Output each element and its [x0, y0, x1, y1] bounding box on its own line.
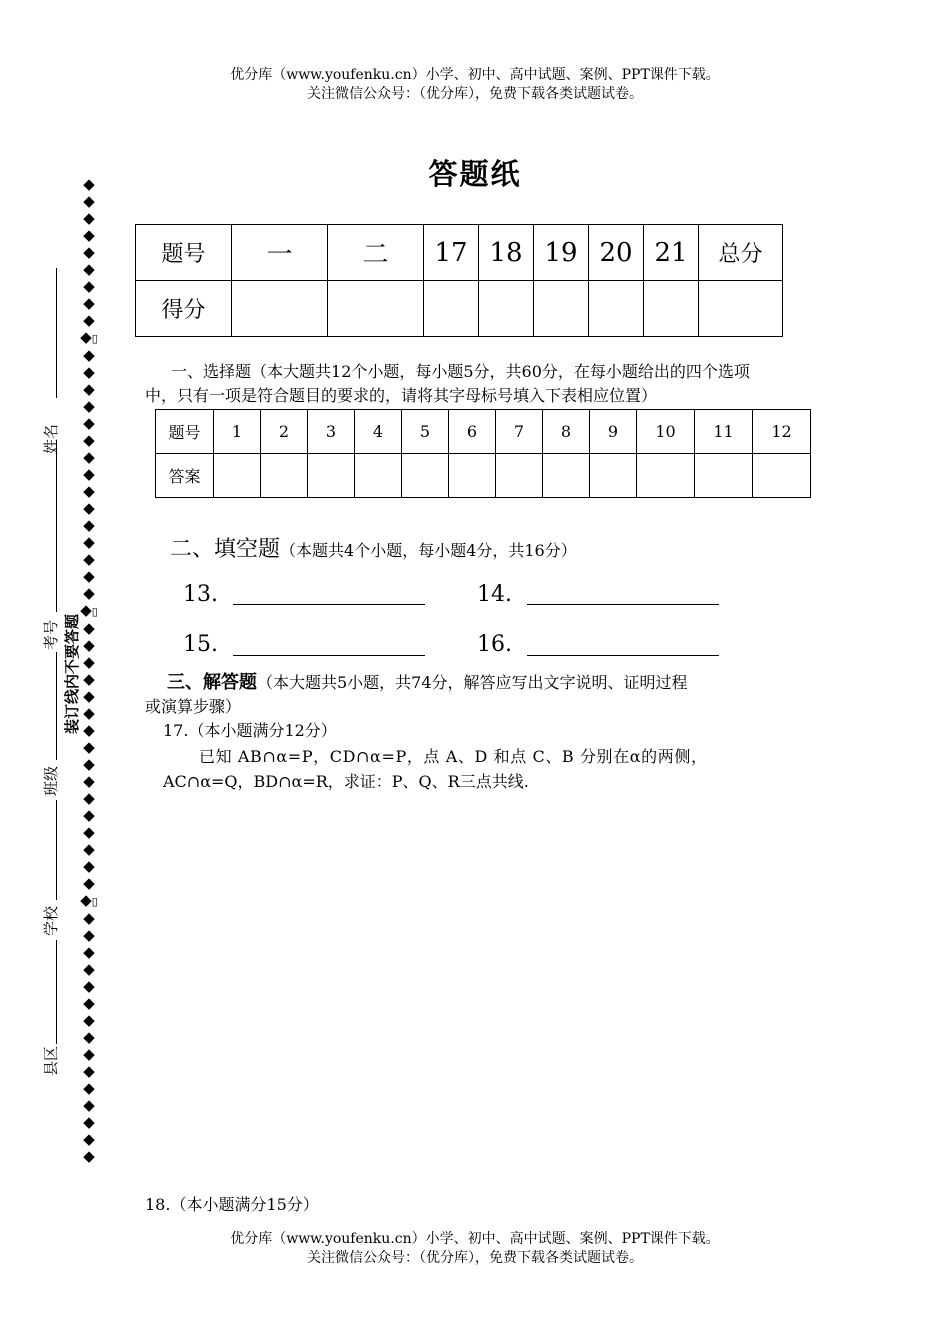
binding-diamond-icon: ◆ [83, 1130, 95, 1148]
answer-input-cell[interactable] [261, 454, 308, 498]
section2-title [170, 532, 577, 563]
score-cell-21: 21 [644, 225, 699, 281]
section3-desc-2: 或演算步骤） [145, 697, 242, 716]
binding-diamond-icon: ◆ [83, 926, 95, 944]
binding-diamond-icon: ◆ [83, 721, 95, 739]
binding-diamond-icon: ◆ [83, 1113, 95, 1131]
label-school: 学校 [42, 905, 60, 936]
answer-input-cell[interactable] [496, 454, 543, 498]
answer-number: 2 [261, 410, 308, 454]
score-input-cell[interactable] [424, 281, 479, 337]
label-class: 班级 [42, 765, 60, 796]
binding-diamond-icon: ◆ [83, 789, 95, 807]
binding-diamond-icon: ◆ [83, 636, 95, 654]
score-cell-19: 19 [534, 225, 589, 281]
answer-number: 3 [308, 410, 355, 454]
score-cell-label: 题号 [136, 225, 232, 281]
fill-blank-14[interactable] [527, 604, 719, 605]
answer-input-cell[interactable] [402, 454, 449, 498]
fill-blank-16[interactable] [527, 655, 719, 656]
binding-diamond-icon: ◆ [83, 738, 95, 756]
answer-number: 12 [753, 410, 811, 454]
section1-heading: 一、选择题 [171, 362, 252, 381]
answer-input-cell[interactable] [695, 454, 753, 498]
score-table-score-row [136, 281, 783, 337]
answer-input-cell[interactable] [753, 454, 811, 498]
binding-notice: 装订线内不要答题 [63, 613, 81, 734]
page-title: 答题纸 [428, 157, 522, 191]
answer-row-label: 答案 [156, 454, 214, 498]
binding-diamond-icon: ◆ [83, 311, 95, 329]
binding-diamond-icon: ◆ [83, 516, 95, 534]
binding-diamond-icon: ◆ [83, 823, 95, 841]
binding-box-icon: ▯ [91, 605, 98, 618]
answer-number: 5 [402, 410, 449, 454]
score-table-header-row [136, 225, 783, 281]
binding-diamond-icon: ◆ [83, 380, 95, 398]
score-cell-total: 总分 [699, 225, 783, 281]
binding-diamond-icon: ◆ [83, 1147, 95, 1165]
binding-diamond-icon: ◆ [83, 977, 95, 995]
answer-number: 10 [637, 410, 695, 454]
answer-input-cell[interactable] [214, 454, 261, 498]
answer-input-cell[interactable] [449, 454, 496, 498]
score-cell-two: 二 [328, 225, 424, 281]
binding-diamond-icon: ◆ [83, 1045, 95, 1063]
binding-diamond-icon: ◆ [83, 550, 95, 568]
binding-diamond-icon: ◆ [83, 175, 95, 193]
section1-desc-1: （本大题共12个小题，每小题5分，共60分，在每小题给出的四个选项 [251, 362, 750, 381]
binding-diamond-icon: ◆ [83, 448, 95, 466]
answer-table [155, 409, 811, 498]
footer-line-1: 优分库（www.youfenku.cn）小学、初中、高中试题、案例、PPT课件下载。 [230, 1231, 720, 1247]
label-county: 县区 [42, 1045, 60, 1076]
binding-diamond-icon: ◆ [83, 243, 95, 261]
section1-desc-2: 中，只有一项是符合题目的要求的，请将其字母标号填入下表相应位置） [145, 386, 658, 405]
binding-diamond-icon: ◆ [83, 226, 95, 244]
binding-diamond-icon: ◆ [83, 1062, 95, 1080]
q17-label: 17.（本小题满分12分） [163, 721, 337, 740]
binding-diamond-icon: ◆▯ [80, 891, 98, 909]
q17-text-2: AC∩α=Q，BD∩α=R，求证：P、Q、R三点共线. [163, 772, 529, 791]
score-input-cell[interactable] [699, 281, 783, 337]
answer-number: 4 [355, 410, 402, 454]
answer-header-label: 题号 [156, 410, 214, 454]
score-input-cell[interactable] [589, 281, 644, 337]
q18-label: 18.（本小题满分15分） [145, 1195, 319, 1214]
answer-number: 11 [695, 410, 753, 454]
fill-label-13: 13. [183, 582, 218, 607]
binding-diamond-icon: ◆ [83, 363, 95, 381]
binding-diamond-icon: ◆ [83, 806, 95, 824]
answer-number: 9 [590, 410, 637, 454]
q17-text-1: 已知 AB∩α=P，CD∩α=P，点 A、D 和点 C、B 分别在α的两侧， [199, 747, 708, 766]
binding-line [79, 176, 99, 1165]
fill-label-14: 14. [477, 582, 512, 607]
binding-diamond-icon: ◆ [83, 874, 95, 892]
binding-diamond-icon: ◆ [83, 772, 95, 790]
binding-diamond-icon: ◆ [83, 1011, 95, 1029]
score-input-cell[interactable] [328, 281, 424, 337]
fill-blank-13[interactable] [233, 604, 425, 605]
class-blank-line[interactable] [56, 652, 57, 760]
binding-diamond-icon: ◆ [83, 567, 95, 585]
section3-desc-1: （本大题共5小题，共74分，解答应写出文字说明、证明过程 [257, 673, 688, 692]
binding-diamond-icon: ◆ [83, 755, 95, 773]
header-line-2: 关注微信公众号：（优分库），免费下载各类试题试卷。 [307, 86, 643, 102]
binding-box-icon: ▯ [91, 332, 98, 345]
binding-diamond-icon: ◆ [83, 704, 95, 722]
binding-diamond-icon: ◆ [83, 619, 95, 637]
score-input-cell[interactable] [479, 281, 534, 337]
binding-diamond-icon: ◆ [83, 584, 95, 602]
binding-diamond-icon: ◆ [83, 465, 95, 483]
binding-diamond-icon: ◆ [83, 840, 95, 858]
county-blank-line[interactable] [56, 940, 57, 1044]
section1-instructions [145, 360, 825, 408]
header-line-1: 优分库（www.youfenku.cn）小学、初中、高中试题、案例、PPT课件下载。 [230, 67, 720, 83]
binding-diamond-icon: ◆ [83, 397, 95, 415]
binding-diamond-icon: ◆ [83, 857, 95, 875]
answer-input-cell[interactable] [637, 454, 695, 498]
answer-input-cell[interactable] [590, 454, 637, 498]
footer-line-2: 关注微信公众号：（优分库），免费下载各类试题试卷。 [307, 1250, 643, 1266]
school-blank-line[interactable] [56, 800, 57, 900]
binding-diamond-icon: ◆ [83, 533, 95, 551]
answer-number: 7 [496, 410, 543, 454]
section2-desc: （本题共4个小题，每小题4分，共16分） [280, 541, 577, 560]
name-blank-line[interactable] [56, 268, 57, 398]
binding-diamond-icon: ◆ [83, 209, 95, 227]
binding-diamond-icon: ◆ [83, 994, 95, 1012]
binding-box-icon: ▯ [91, 895, 98, 908]
section3-heading: 三、解答题 [167, 672, 257, 693]
score-input-cell[interactable] [232, 281, 328, 337]
binding-diamond-icon: ◆ [83, 943, 95, 961]
answer-number: 6 [449, 410, 496, 454]
section3-instructions [145, 671, 825, 719]
binding-diamond-icon: ◆ [83, 431, 95, 449]
binding-diamond-icon: ◆ [83, 653, 95, 671]
binding-diamond-icon: ◆ [83, 277, 95, 295]
answer-number: 8 [543, 410, 590, 454]
score-cell-one: 一 [232, 225, 328, 281]
score-cell-20: 20 [589, 225, 644, 281]
label-name: 姓名 [42, 423, 60, 454]
score-table [135, 224, 783, 337]
binding-diamond-icon: ◆▯ [80, 328, 98, 346]
binding-diamond-icon: ◆ [83, 192, 95, 210]
score-input-cell[interactable] [534, 281, 589, 337]
binding-diamond-icon: ◆ [83, 687, 95, 705]
binding-diamond-icon: ◆ [83, 960, 95, 978]
binding-diamond-icon: ◆ [83, 346, 95, 364]
score-cell-18: 18 [479, 225, 534, 281]
score-cell-17: 17 [424, 225, 479, 281]
fill-label-15: 15. [183, 632, 218, 657]
binding-diamond-icon: ◆ [83, 909, 95, 927]
fill-blank-15[interactable] [233, 655, 425, 656]
answer-table-answer-row [156, 454, 811, 498]
binding-diamond-icon: ◆▯ [80, 601, 98, 619]
answer-input-cell[interactable] [543, 454, 590, 498]
binding-diamond-icon: ◆ [83, 670, 95, 688]
exam-number-blank-line[interactable] [56, 440, 57, 612]
answer-input-cell[interactable] [355, 454, 402, 498]
binding-diamond-icon: ◆ [83, 499, 95, 517]
binding-diamond-icon: ◆ [83, 1096, 95, 1114]
score-row-label: 得分 [136, 281, 232, 337]
fill-label-16: 16. [477, 632, 512, 657]
section2-heading: 二、填空题 [170, 537, 281, 562]
answer-input-cell[interactable] [308, 454, 355, 498]
binding-diamond-icon: ◆ [83, 482, 95, 500]
binding-diamond-icon: ◆ [83, 414, 95, 432]
answer-table-number-row [156, 410, 811, 454]
binding-diamond-icon: ◆ [83, 1079, 95, 1097]
score-input-cell[interactable] [644, 281, 699, 337]
binding-diamond-icon: ◆ [83, 1028, 95, 1046]
binding-diamond-icon: ◆ [83, 294, 95, 312]
answer-number: 1 [214, 410, 261, 454]
label-exam-number: 考号 [42, 619, 60, 650]
binding-diamond-icon: ◆ [83, 260, 95, 278]
